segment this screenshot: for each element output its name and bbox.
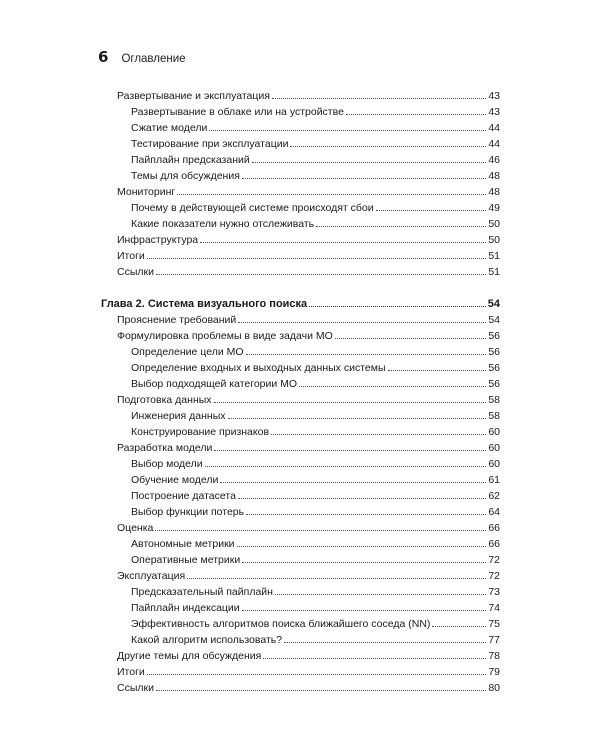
dot-leader	[242, 610, 486, 611]
toc-entry-title: Инфраструктура	[117, 234, 199, 246]
dot-leader	[346, 114, 486, 115]
toc-entry-page: 54	[488, 314, 500, 326]
toc-entry[interactable]	[131, 599, 500, 615]
dot-leader	[246, 354, 486, 355]
toc-entry-page: 56	[488, 362, 500, 374]
dot-leader	[335, 338, 486, 339]
toc-entry-page: 56	[488, 346, 500, 358]
toc-entry-title: Почему в действующей системе происходят сбои	[131, 202, 374, 214]
dot-leader	[177, 194, 486, 195]
toc-entry-page: 51	[488, 266, 500, 278]
toc-entry[interactable]	[117, 87, 500, 103]
toc-entry-page: 79	[488, 666, 500, 678]
toc-entry[interactable]	[117, 311, 500, 327]
dot-leader	[242, 562, 486, 563]
toc-entry-title: Оперативные метрики	[131, 554, 241, 566]
toc-chapter[interactable]	[101, 293, 500, 311]
toc-entry-page: 60	[488, 426, 500, 438]
toc-entry[interactable]	[117, 439, 500, 455]
toc-entry-page: 61	[488, 474, 500, 486]
toc-entry-page: 74	[488, 602, 500, 614]
dot-leader	[209, 130, 486, 131]
dot-leader	[252, 162, 486, 163]
toc-entry-page: 73	[488, 586, 500, 598]
toc-entry-title: Темы для обсуждения	[131, 170, 240, 182]
toc-entry-title: Ссылки	[117, 266, 154, 278]
toc-entry-page: 56	[488, 378, 500, 390]
toc-entry[interactable]	[131, 503, 500, 519]
dot-leader	[220, 482, 486, 483]
toc-entry[interactable]	[131, 423, 500, 439]
dot-leader	[272, 98, 486, 99]
toc-entry[interactable]	[131, 583, 500, 599]
toc-entry[interactable]	[131, 199, 500, 215]
toc-entry-title: Пайплайн индексации	[131, 602, 240, 614]
toc-entry-page: 72	[488, 570, 500, 582]
toc-entry-page: 78	[488, 650, 500, 662]
toc-entry-page: 64	[488, 506, 500, 518]
toc-entry[interactable]	[131, 119, 500, 135]
toc-entry-page: 50	[488, 218, 500, 230]
dot-leader	[156, 274, 486, 275]
toc-entry[interactable]	[131, 103, 500, 119]
toc-entry[interactable]	[131, 535, 500, 551]
dot-leader	[237, 546, 486, 547]
toc-entry[interactable]	[131, 135, 500, 151]
toc-entry-title: Развертывание в облаке или на устройстве	[131, 106, 344, 118]
toc-entry[interactable]	[131, 215, 500, 231]
toc-entry-page: 44	[488, 138, 500, 150]
dot-leader	[388, 370, 487, 371]
toc-entry-title: Мониторинг	[117, 186, 176, 198]
toc-entry-title: Какой алгоритм использовать?	[131, 634, 283, 646]
dot-leader	[238, 498, 486, 499]
page-header	[98, 48, 186, 66]
toc-entry[interactable]	[131, 551, 500, 567]
toc-entry-title: Прояснение требований	[117, 314, 237, 326]
toc-entry-title: Сжатие модели	[131, 122, 208, 134]
toc-entry[interactable]	[131, 151, 500, 167]
toc-entry-title: Итоги	[117, 666, 145, 678]
toc-entry[interactable]	[117, 567, 500, 583]
dot-leader	[242, 178, 486, 179]
toc-entry[interactable]	[131, 375, 500, 391]
toc-entry[interactable]	[117, 391, 500, 407]
dot-leader	[214, 450, 486, 451]
dot-leader	[299, 386, 486, 387]
toc-entry-title: Другие темы для обсуждения	[117, 650, 262, 662]
running-title: Оглавление	[121, 53, 186, 65]
dot-leader	[275, 594, 486, 595]
dot-leader	[376, 210, 486, 211]
toc-entry[interactable]	[131, 167, 500, 183]
toc-entry[interactable]	[131, 615, 500, 631]
toc-entry-page: 48	[488, 170, 500, 182]
toc-entry[interactable]	[117, 231, 500, 247]
dot-leader	[155, 530, 486, 531]
toc-entry-title: Ссылки	[117, 682, 154, 694]
dot-leader	[214, 402, 486, 403]
dot-leader	[238, 322, 486, 323]
toc-entry-title: Определение цели МО	[131, 346, 244, 358]
toc-entry-title: Глава 2. Система визуального поиска	[101, 298, 308, 310]
toc-entry[interactable]	[117, 519, 500, 535]
toc-entry-page: 43	[488, 90, 500, 102]
toc-entry[interactable]	[117, 663, 500, 679]
toc-entry[interactable]	[131, 487, 500, 503]
toc-entry[interactable]	[131, 471, 500, 487]
toc-entry-title: Оценка	[117, 522, 154, 534]
table-of-contents	[0, 87, 600, 695]
dot-leader	[284, 642, 486, 643]
toc-entry-title: Итоги	[117, 250, 145, 262]
toc-entry[interactable]	[117, 247, 500, 263]
dot-leader	[290, 146, 486, 147]
toc-entry-title: Тестирование при эксплуатации	[131, 138, 289, 150]
toc-entry[interactable]	[131, 407, 500, 423]
toc-entry[interactable]	[131, 359, 500, 375]
toc-entry-title: Формулировка проблемы в виде задачи МО	[117, 330, 333, 342]
toc-entry-page: 43	[488, 106, 500, 118]
toc-entry-page: 56	[488, 330, 500, 342]
toc-entry[interactable]	[117, 679, 500, 695]
toc-entry-page: 80	[488, 682, 500, 694]
toc-entry-page: 60	[488, 442, 500, 454]
dot-leader	[309, 306, 486, 307]
toc-entry-page: 51	[488, 250, 500, 262]
toc-entry-title: Предсказательный пайплайн	[131, 586, 273, 598]
toc-entry-title: Конструирование признаков	[131, 426, 270, 438]
toc-entry-title: Разработка модели	[117, 442, 213, 454]
toc-entry-page: 54	[487, 298, 500, 310]
toc-entry-title: Выбор подходящей категории МО	[131, 378, 298, 390]
toc-entry-page: 50	[488, 234, 500, 246]
toc-entry[interactable]	[131, 343, 500, 359]
toc-entry-page: 66	[488, 522, 500, 534]
toc-entry[interactable]	[117, 327, 500, 343]
dot-leader	[147, 258, 486, 259]
dot-leader	[147, 674, 486, 675]
dot-leader	[271, 434, 486, 435]
toc-entry[interactable]	[131, 455, 500, 471]
dot-leader	[263, 658, 486, 659]
dot-leader	[205, 466, 486, 467]
toc-entry-page: 60	[488, 458, 500, 470]
toc-entry-title: Инженерия данных	[131, 410, 226, 422]
page-number: 6	[98, 48, 109, 66]
toc-entry-page: 58	[488, 410, 500, 422]
toc-entry-page: 49	[488, 202, 500, 214]
toc-entry-title: Определение входных и выходных данных системы	[131, 362, 386, 374]
dot-leader	[246, 514, 486, 515]
toc-entry-page: 72	[488, 554, 500, 566]
toc-entry[interactable]	[117, 263, 500, 279]
toc-entry-title: Эффективность алгоритмов поиска ближайшего соседа (NN)	[131, 618, 431, 630]
toc-entry[interactable]	[117, 647, 500, 663]
toc-entry-page: 48	[488, 186, 500, 198]
dot-leader	[228, 418, 486, 419]
toc-entry-title: Построение датасета	[131, 490, 236, 502]
toc-entry-page: 44	[488, 122, 500, 134]
toc-entry[interactable]	[131, 631, 500, 647]
toc-entry[interactable]	[117, 183, 500, 199]
toc-entry-title: Какие показатели нужно отслеживать	[131, 218, 315, 230]
toc-entry-page: 62	[488, 490, 500, 502]
toc-entry-page: 77	[488, 634, 500, 646]
toc-entry-page: 46	[488, 154, 500, 166]
dot-leader	[200, 242, 486, 243]
dot-leader	[316, 226, 486, 227]
toc-entry-title: Пайплайн предсказаний	[131, 154, 250, 166]
toc-entry-page: 66	[488, 538, 500, 550]
toc-entry-title: Выбор функции потерь	[131, 506, 245, 518]
dot-leader	[187, 578, 486, 579]
dot-leader	[156, 690, 486, 691]
toc-entry-title: Автономные метрики	[131, 538, 235, 550]
toc-entry-page: 75	[488, 618, 500, 630]
dot-leader	[432, 626, 486, 627]
toc-entry-page: 58	[488, 394, 500, 406]
toc-entry-title: Подготовка данных	[117, 394, 212, 406]
toc-entry-title: Развертывание и эксплуатация	[117, 90, 270, 102]
toc-entry-title: Обучение модели	[131, 474, 219, 486]
toc-entry-title: Выбор модели	[131, 458, 203, 470]
toc-entry-title: Эксплуатация	[117, 570, 186, 582]
